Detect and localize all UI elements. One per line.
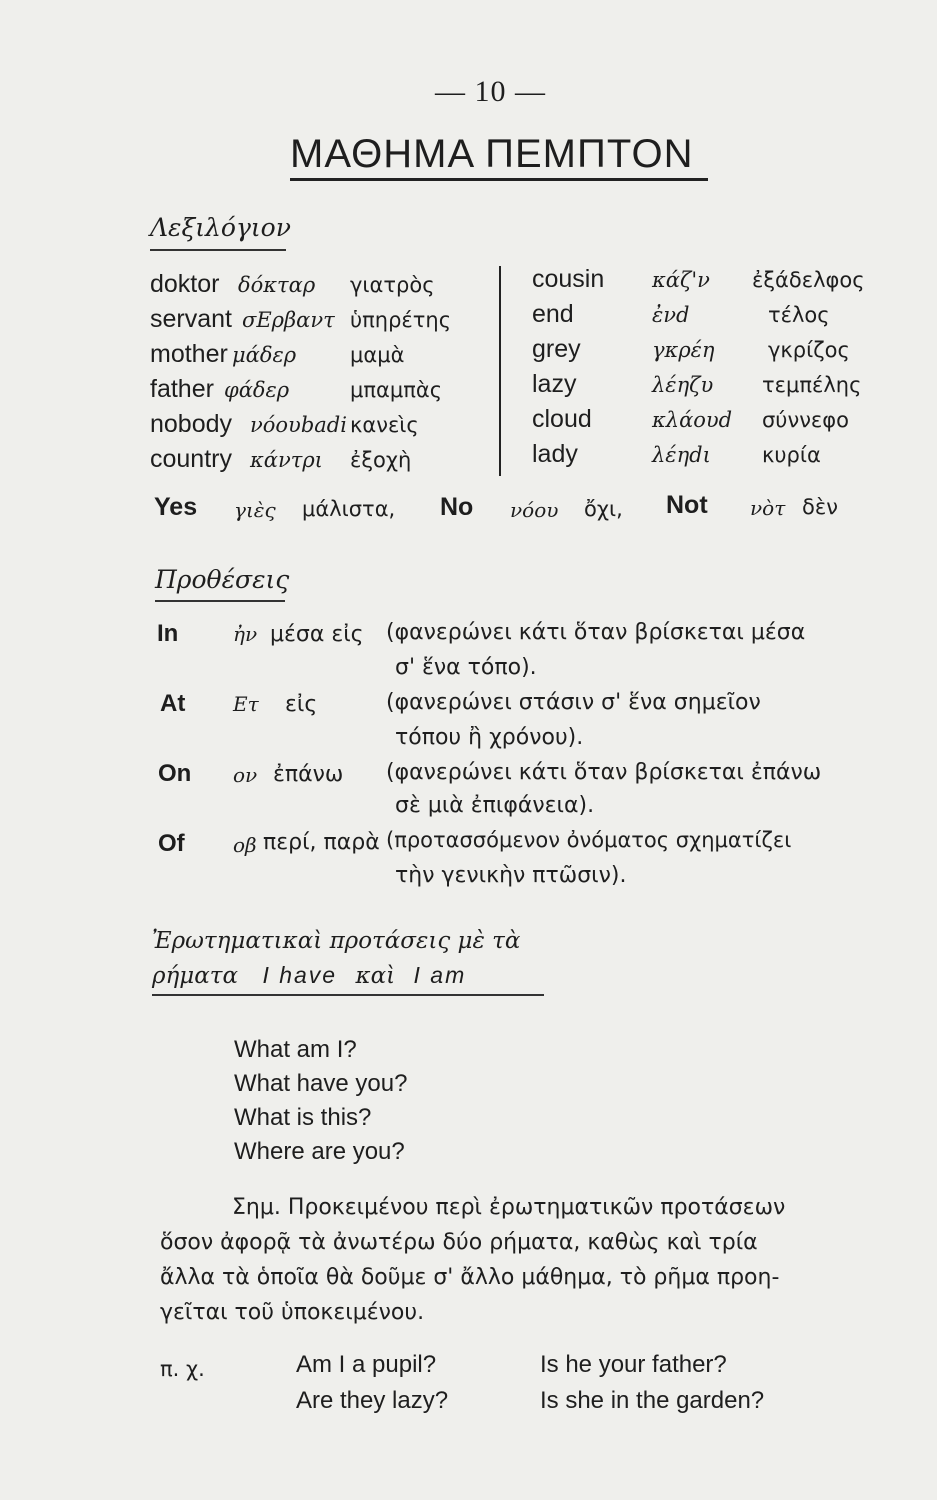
question-item: Where are you?: [234, 1138, 405, 1165]
vocab-greek: τέλος: [768, 303, 830, 327]
vocab-english: nobody: [150, 410, 233, 438]
vocab-greek: μαμὰ: [350, 343, 405, 367]
prep-explanation-cont: τόπου ἢ χρόνου).: [395, 725, 584, 750]
note-line: γεῖται τοῦ ὑποκειμένου.: [160, 1300, 425, 1325]
example-question: Is she in the garden?: [540, 1387, 765, 1414]
questions-heading-i-have: I have: [262, 962, 338, 988]
yes-pronunciation: γιὲς: [234, 498, 276, 522]
no-greek: ὄχι,: [584, 497, 623, 521]
vocab-pronunciation: νόουbadi: [250, 413, 347, 437]
vocab-row: [532, 440, 821, 475]
prep-explanation: (φανερώνει κάτι ὅταν βρίσκεται μέσα: [386, 620, 806, 645]
vocab-pronunciation: λέηζυ: [652, 373, 714, 397]
example-question: Are they lazy?: [296, 1387, 449, 1414]
prep-keyword: In: [157, 620, 179, 647]
prep-explanation: (φανερώνει στάσιν σ' ἕνα σημεῖον: [386, 690, 761, 715]
prep-greek: περί, παρὰ: [263, 830, 380, 855]
page-title: ΜΑΘΗΜΑ ΠΕΜΠΤΟΝ: [290, 132, 694, 176]
vocab-greek: ὑπηρέτης: [350, 308, 452, 332]
not-greek: δὲν: [802, 495, 838, 519]
question-item: What am I?: [234, 1036, 357, 1063]
example-label: π. χ.: [160, 1357, 205, 1381]
prep-explanation-cont: σὲ μιὰ ἐπιφάνεια).: [395, 793, 595, 818]
vocab-pronunciation: λέηdι: [652, 443, 711, 467]
note-line: Σημ. Προκειμένου περὶ ἐρωτηματικῶν προτάσεων: [232, 1195, 786, 1220]
vocab-greek: σύννεφο: [762, 408, 849, 432]
vocab-greek: κυρία: [762, 443, 821, 467]
prep-greek: μέσα εἰς: [270, 622, 364, 647]
vocab-pronunciation: σΕρβαντ: [242, 308, 335, 332]
vocab-english: cousin: [532, 265, 605, 293]
example-question: Am I a pupil?: [296, 1351, 437, 1378]
vocab-pronunciation: μάδερ: [232, 343, 297, 367]
vocab-row: [150, 410, 419, 445]
vocab-english: grey: [532, 335, 581, 363]
question-item: What have you?: [234, 1070, 408, 1097]
vocab-english: mother: [150, 340, 228, 368]
questions-heading-line1: Ἐρωτηματικαὶ προτάσεις μὲ τὰ: [152, 928, 521, 954]
question-item: What is this?: [234, 1104, 372, 1131]
vocab-row: [150, 375, 442, 410]
prep-pronunciation: ἠν: [233, 622, 258, 646]
vocab-row: [150, 445, 411, 480]
vocab-pronunciation: κάντρι: [250, 448, 323, 472]
vocab-pronunciation: γκρέη: [652, 338, 715, 362]
vocab-column-divider: [499, 266, 501, 476]
example-question: Is he your father?: [540, 1351, 727, 1378]
vocab-greek: τεμπέλης: [762, 373, 862, 397]
prep-explanation-cont: σ' ἕνα τόπο).: [395, 655, 537, 680]
vocab-row: [532, 265, 865, 300]
vocab-row: [532, 335, 850, 370]
prep-explanation: (προτασσόμενον ὀνόματος σχηματίζει: [386, 828, 792, 852]
vocab-greek: γιατρὸς: [350, 273, 435, 297]
not-pronunciation: νὸτ: [750, 496, 786, 520]
vocab-pronunciation: ἐνd: [652, 303, 690, 327]
vocab-pronunciation: δόκταρ: [238, 273, 316, 297]
prep-pronunciation: Ετ: [233, 692, 259, 716]
prep-keyword: Of: [158, 830, 185, 857]
vocab-heading: Λεξιλόγιον: [150, 213, 291, 242]
note-line: ὅσον ἀφορᾷ τὰ ἀνωτέρω δύο ρήματα, καθὼς καὶ τρία: [160, 1230, 758, 1255]
prep-greek: ἐπάνω: [273, 762, 344, 787]
yes-greek: μάλιστα,: [302, 497, 396, 521]
vocab-pronunciation: κάζ'ν: [652, 268, 710, 292]
vocab-english: doktor: [150, 270, 220, 298]
prep-keyword: At: [160, 690, 186, 717]
vocab-row: [532, 370, 861, 405]
vocab-pronunciation: κλάουd: [652, 408, 733, 432]
questions-heading-verbs: ρήματα: [152, 963, 239, 989]
page-number: — 10 —: [435, 75, 546, 108]
vocab-english: servant: [150, 305, 232, 333]
vocab-row: [532, 405, 849, 440]
vocab-english: father: [150, 375, 214, 403]
vocab-greek: κανεὶς: [350, 413, 419, 437]
prep-keyword: On: [158, 760, 192, 787]
prepositions-heading: Προθέσεις: [155, 565, 290, 594]
vocab-row: [150, 270, 435, 305]
prep-greek: εἰς: [285, 692, 318, 717]
vocab-greek: γκρίζος: [768, 338, 850, 362]
vocab-row: [150, 305, 451, 340]
vocab-english: country: [150, 445, 232, 473]
no-pronunciation: νόου: [510, 498, 559, 522]
vocab-english: cloud: [532, 405, 592, 433]
vocab-heading-underline: [150, 249, 286, 251]
questions-heading-line2: [152, 962, 466, 989]
note-line: ἄλλα τὰ ὁποῖα θὰ δοῦμε σ' ἄλλο μάθημα, τὸ ρῆμα προη-: [160, 1265, 780, 1290]
vocab-greek: μπαμπὰς: [350, 378, 443, 402]
vocab-row: [532, 300, 830, 335]
prep-explanation: (φανερώνει κάτι ὅταν βρίσκεται ἐπάνω: [386, 760, 822, 785]
vocab-english: end: [532, 300, 574, 328]
title-underline: [290, 178, 708, 181]
prepositions-heading-underline: [155, 600, 285, 602]
questions-heading-and: καὶ: [355, 963, 396, 989]
prep-explanation-cont: τὴν γενικὴν πτῶσιν).: [395, 863, 627, 888]
questions-heading-underline: [152, 994, 544, 996]
vocab-row: [150, 340, 404, 375]
prep-pronunciation: οβ: [233, 833, 257, 857]
vocab-pronunciation: φάδερ: [224, 378, 290, 402]
questions-heading-i-am: I am: [413, 962, 467, 988]
no-word: No: [440, 493, 474, 521]
not-word: Not: [666, 491, 708, 519]
vocab-greek: ἐξοχὴ: [350, 448, 412, 472]
prep-pronunciation: ον: [233, 763, 258, 787]
vocab-english: lazy: [532, 370, 577, 398]
yes-word: Yes: [154, 493, 198, 521]
vocab-english: lady: [532, 440, 578, 468]
vocab-greek: ἐξάδελφος: [752, 268, 865, 292]
